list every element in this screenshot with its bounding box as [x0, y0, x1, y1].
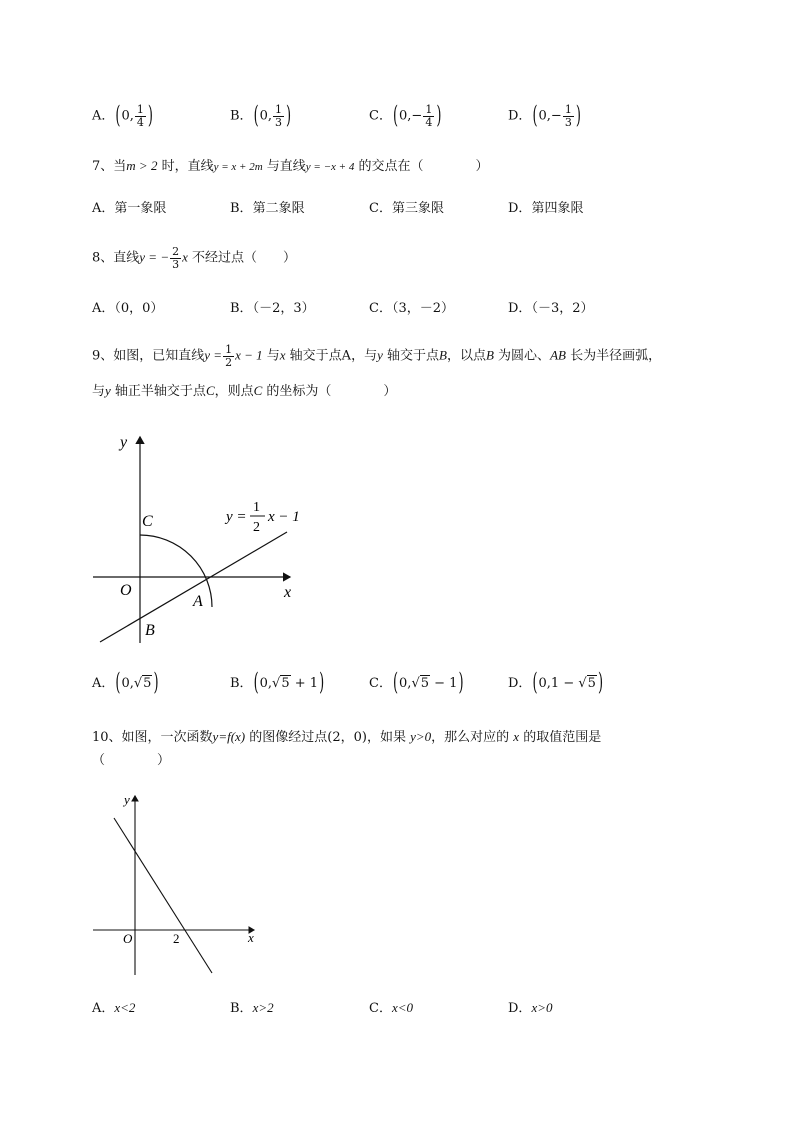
option-text: （－3，2）	[531, 301, 594, 316]
stem-text: 不经过点（ ）	[187, 250, 297, 266]
q7-option-b	[230, 201, 305, 217]
option-letter: B．	[230, 201, 253, 216]
stem-text: 的图像经过点(2，0)，如果	[245, 730, 411, 745]
fraction	[170, 246, 181, 270]
stem-text: 的取值范围是	[519, 730, 602, 745]
q7-option-a	[92, 201, 166, 217]
q10-option-a	[92, 1000, 135, 1017]
q10-stem-line2	[92, 753, 170, 769]
stem-text: 7、当	[92, 159, 127, 174]
option-letter: A．	[92, 108, 115, 124]
line-graph	[114, 818, 212, 973]
q6-option-a: A．(0, $\frac{1}{4}$ )	[92, 101, 153, 131]
denominator: 3	[564, 115, 572, 129]
option-letter: A．	[92, 676, 115, 691]
option-letter: B．	[230, 301, 253, 316]
option-letter: C．	[369, 1001, 392, 1016]
stem-text: ，那么对应的	[431, 730, 514, 745]
q8-option-c	[369, 301, 454, 317]
q10-option-b	[230, 1000, 274, 1017]
denominator: 2	[225, 355, 233, 369]
q8-option-b	[230, 301, 315, 317]
line-equation-numerator: 1	[253, 500, 260, 515]
option-letter: D．	[508, 201, 532, 216]
point-b-label: B	[145, 622, 155, 639]
option-text: 第四象限	[531, 201, 584, 216]
option-letter: A．	[92, 1001, 115, 1016]
option-suffix: + 1	[290, 676, 319, 691]
option-letter: B．	[230, 1001, 253, 1016]
option-letter: B．	[230, 676, 253, 691]
q7-option-c	[369, 201, 444, 217]
q8-option-d	[508, 301, 593, 317]
q10-stem-line1	[92, 729, 601, 746]
stem-text: 与	[92, 384, 106, 399]
option-text: x<0	[391, 1000, 413, 1015]
stem-text: 的坐标为（ ）	[262, 384, 397, 399]
q9-stem-line1	[92, 344, 661, 368]
sqrt: √5	[411, 676, 430, 691]
q9-option-d: D．(0,1 − √5 )	[508, 668, 604, 698]
stem-text: 轴交于点A，与	[285, 348, 378, 364]
option-text: 第三象限	[391, 201, 444, 216]
numerator: 1	[225, 343, 233, 356]
origin-label: O	[120, 582, 132, 599]
option-text: 第二象限	[252, 201, 305, 216]
line-equation-left: y =	[226, 509, 247, 525]
y-axis-label: y	[124, 792, 130, 807]
option-text: x>2	[252, 1000, 274, 1015]
q8-option-a	[92, 301, 163, 317]
numerator: 1	[564, 103, 572, 116]
option-letter: B．	[230, 108, 253, 124]
condition: m > 2	[126, 158, 158, 173]
stem-text: 的交点在（ ）	[354, 159, 489, 174]
q7-stem	[92, 158, 488, 175]
fraction	[423, 104, 434, 128]
fraction	[273, 104, 284, 128]
q9-graph	[90, 425, 310, 650]
fraction	[223, 344, 234, 368]
fraction	[135, 104, 146, 128]
point-label: B	[439, 347, 447, 363]
radicand: 5	[587, 676, 596, 691]
stem-text: 与直线	[262, 159, 306, 174]
option-letter: D．	[508, 676, 532, 691]
point-a-label: A	[193, 593, 203, 610]
x-axis-label: x	[248, 930, 254, 945]
origin-label: O	[123, 931, 133, 946]
option-letter: A．	[92, 301, 115, 316]
q6-option-c: C．(0,− $\frac{1}{4}$ )	[369, 101, 442, 131]
radicand: 5	[420, 676, 430, 691]
variable: x	[182, 249, 188, 265]
point-label: B	[485, 347, 494, 363]
stem-text: 8、直线	[92, 250, 140, 266]
option-text: x>0	[531, 1000, 553, 1015]
denominator: 3	[275, 115, 283, 129]
option-letter: C．	[369, 108, 392, 124]
sqrt: √5	[578, 676, 596, 691]
stem-text: 时，直线	[157, 159, 214, 174]
radicand: 5	[281, 676, 290, 691]
q10-option-d	[508, 1000, 552, 1017]
stem-text: 为圆心、	[493, 348, 551, 364]
point-c-label: C	[142, 513, 153, 530]
q8-stem	[92, 246, 296, 270]
q9-option-b: B．(0,√5 + 1)	[230, 668, 325, 698]
option-prefix: 0,	[121, 676, 134, 691]
numerator: 1	[425, 103, 433, 116]
option-prefix: 0,	[121, 108, 134, 124]
sqrt: √5	[272, 676, 290, 691]
x-axis-label: x	[284, 584, 292, 601]
option-text: x<2	[114, 1000, 136, 1015]
q10-graph	[88, 790, 268, 980]
option-prefix: 0,1 −	[538, 676, 579, 691]
line-equation-denominator: 2	[253, 520, 260, 535]
fraction	[563, 104, 574, 128]
stem-text: 轴交于点	[382, 348, 439, 364]
option-prefix: 0,	[259, 676, 273, 691]
numerator: 1	[275, 103, 283, 116]
option-letter: C．	[369, 201, 392, 216]
q10-option-c	[369, 1000, 413, 1017]
equation: y = −	[139, 249, 170, 265]
option-letter: D．	[508, 301, 532, 316]
denominator: 4	[136, 115, 144, 129]
variable: y	[377, 347, 383, 363]
equation: x − 1	[235, 347, 263, 363]
answer-parens: （ ）	[92, 753, 171, 768]
option-letter: A．	[92, 201, 115, 216]
q6-option-b: B．(0, $\frac{1}{3}$ )	[230, 101, 292, 131]
stem-text: 9、如图，已知直线	[92, 348, 205, 364]
q6-option-d: D．(0,− $\frac{1}{3}$ )	[508, 101, 581, 131]
stem-text: 10、如图，一次函数	[92, 730, 213, 745]
condition: y>0	[410, 729, 432, 744]
option-text: （3，－2）	[391, 301, 454, 316]
equation: y =	[204, 347, 223, 363]
option-prefix: 0,	[399, 676, 412, 691]
q7-option-d	[508, 201, 583, 217]
option-letter: C．	[369, 676, 392, 691]
function: y=f(x)	[212, 729, 246, 744]
variable: x	[279, 347, 286, 363]
option-prefix: 0,−	[399, 108, 423, 124]
equation: y = −x + 4	[305, 161, 355, 173]
segment-label: AB	[550, 347, 566, 363]
radicand: 5	[143, 676, 152, 691]
stem-text: 与	[262, 348, 280, 364]
sqrt: √5	[133, 676, 152, 691]
q9-stem-line2	[92, 383, 396, 400]
q9-option-c: C．(0,√5 − 1)	[369, 668, 464, 698]
equation: y = x + 2m	[213, 161, 263, 173]
denominator: 4	[425, 115, 433, 129]
option-text: 第一象限	[114, 201, 167, 216]
q9-option-a: A．(0,√5 )	[92, 668, 159, 698]
option-prefix: 0,−	[538, 108, 562, 124]
y-axis-label: y	[120, 434, 128, 451]
stem-text: 长为半径画弧，	[565, 348, 662, 364]
option-letter: D．	[508, 1001, 532, 1016]
option-letter: C．	[369, 301, 392, 316]
option-prefix: 0,	[259, 108, 273, 124]
option-text: （－2，3）	[252, 301, 315, 316]
stem-text: 轴正半轴交于点	[110, 384, 206, 399]
x-intercept-label: 2	[173, 931, 180, 946]
stem-text: ，以点	[446, 348, 486, 364]
line-equation-right: x − 1	[268, 509, 300, 525]
variable: x	[513, 729, 520, 744]
variable: y	[105, 383, 111, 398]
numerator: 2	[172, 245, 180, 258]
stem-text: ，则点	[214, 384, 254, 399]
option-text: （0，0）	[114, 301, 164, 316]
point-label: C	[205, 383, 215, 398]
option-letter: D．	[508, 108, 532, 124]
point-label: C	[253, 383, 263, 398]
option-suffix: − 1	[430, 676, 458, 691]
numerator: 1	[136, 103, 144, 116]
denominator: 3	[172, 257, 180, 271]
